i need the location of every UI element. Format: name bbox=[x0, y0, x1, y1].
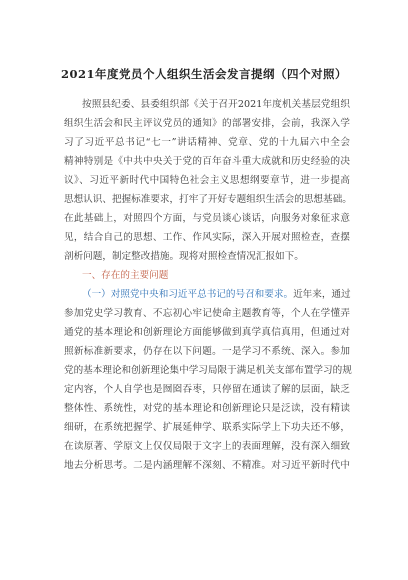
intro-line: 按照县纪委、县委组织部《关于召开2021年度机关基层党组织 bbox=[82, 99, 350, 110]
body-line: 地去分析思考。二是内涵理解不深刻、不精准。对习近平新时代中 bbox=[64, 460, 350, 471]
intro-line: 在此基础上，对照四个方面，与党员谈心谈话，向服务对象征求意 bbox=[64, 213, 350, 224]
body-line: 照新标准新要求，仍存在以下问题。一是学习不系统、深入。参加 bbox=[64, 346, 350, 357]
body-line: 参加党史学习教育、不忘初心牢记使命主题教育等，个人在学懂弄 bbox=[64, 308, 350, 319]
body-line: 定内容，个人自学也是囫囵吞枣，只停留在通读了解的层面，缺乏 bbox=[64, 384, 350, 395]
intro-line: 组织生活会和民主评议党员的通知》的部署安排，会前，我深入学 bbox=[64, 118, 350, 129]
section-heading: 一、存在的主要问题 bbox=[82, 270, 169, 281]
body-line: 通党的基本理论和创新理论方面能够做到真学真信真用，但通过对 bbox=[64, 327, 350, 338]
intro-line: 见，结合自己的思想、工作、作风实际，深入开展对照检查，查摆 bbox=[64, 232, 350, 243]
subsection-line bbox=[82, 288, 350, 301]
document-title: 2021年度党员个人组织生活会发言提纲（四个对照） bbox=[60, 67, 347, 81]
subsection-heading: （一）对照党中央和习近平总书记的号召和要求。 bbox=[82, 289, 294, 300]
body-line: 细研，在系统把握学、扩展延伸学、联系实际学上下功夫还不够， bbox=[64, 422, 350, 433]
intro-line: 习了习近平总书记“七一”讲话精神、党章、党的十九届六中全会 bbox=[64, 137, 350, 148]
intro-line: 思想认识、把握标准要求，打牢了开好专题组织生活会的思想基础。 bbox=[64, 194, 352, 205]
intro-line: 剖析问题，制定整改措施。现将对照检查情况汇报如下。 bbox=[64, 251, 304, 262]
body-line: 整体性、系统性，对党的基本理论和创新理论只是泛读，没有精读 bbox=[64, 403, 350, 414]
intro-line: 精神特别是《中共中央关于党的百年奋斗重大成就和历史经验的决 bbox=[64, 156, 350, 167]
body-line: 在读原著、学原文上仅仅局限于文字上的表面理解，没有深入细致 bbox=[64, 441, 350, 452]
body-line: 党的基本理论和创新理论集中学习局限于满足机关支部布置学习的规 bbox=[64, 365, 352, 376]
body-line-start: 近年来，通过 bbox=[293, 289, 351, 300]
intro-line: 议》、习近平新时代中国特色社会主义思想纲要章节，进一步提高 bbox=[64, 175, 350, 186]
